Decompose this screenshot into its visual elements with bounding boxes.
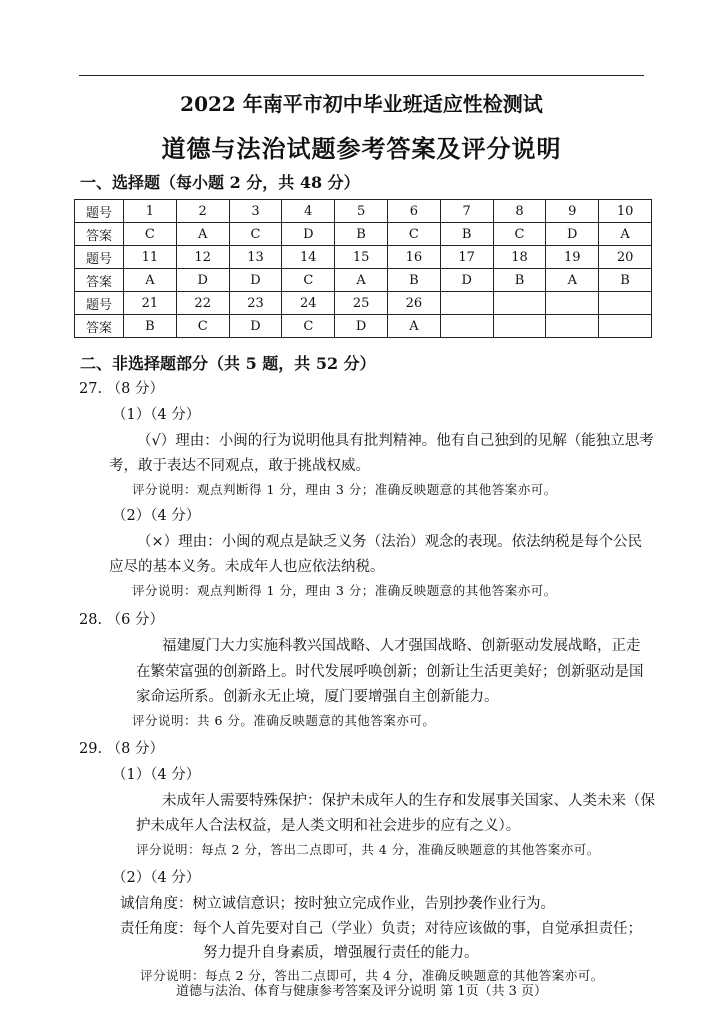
answer-table <box>74 199 652 338</box>
q27-part2-line2: 应尽的基本义务。未成年人也应依法纳税。 <box>109 559 385 575</box>
answer-cell <box>440 315 493 338</box>
question-number-cell <box>440 292 493 315</box>
answer-cell: B <box>335 223 388 246</box>
section2-heading: 二、非选择题部分（共 5 题，共 52 分） <box>80 354 376 373</box>
question-number-cell: 7 <box>440 200 493 223</box>
question-row <box>75 246 652 269</box>
q29-part1-label: （1）（4 分） <box>112 767 201 783</box>
answer-row-label: 答案 <box>75 269 124 292</box>
section1-heading: 一、选择题（每小题 2 分，共 48 分） <box>80 173 360 192</box>
q27-part1-label: （1）（4 分） <box>112 407 201 423</box>
answer-cell: A <box>387 315 440 338</box>
answer-row-label: 答案 <box>75 223 124 246</box>
answer-cell <box>493 315 546 338</box>
q27-part2-label: （2）（4 分） <box>112 508 201 524</box>
question-number-cell: 20 <box>599 246 652 269</box>
q28-line3: 家命运所系。创新永无止境，厦门要增强自主创新能力。 <box>136 689 499 705</box>
answer-cell: A <box>176 223 229 246</box>
q28-note: 评分说明：共 6 分。准确反映题意的其他答案亦可。 <box>132 713 436 728</box>
question-number-cell: 6 <box>387 200 440 223</box>
question-number-cell: 8 <box>493 200 546 223</box>
q29-part2-label: （2）（4 分） <box>112 870 201 886</box>
question-number-cell <box>493 292 546 315</box>
answer-cell: D <box>335 315 388 338</box>
question-number-cell: 1 <box>124 200 177 223</box>
q29-part2-line1: 诚信角度：树立诚信意识；按时独立完成作业，告别抄袭作业行为。 <box>120 896 555 912</box>
answer-cell: B <box>599 269 652 292</box>
answer-cell: C <box>176 315 229 338</box>
question-number-cell: 3 <box>229 200 282 223</box>
question-number-cell: 10 <box>599 200 652 223</box>
answer-row <box>75 223 652 246</box>
question-number-cell: 12 <box>176 246 229 269</box>
question-row-label: 题号 <box>75 292 124 315</box>
question-number-cell: 24 <box>282 292 335 315</box>
answer-cell: D <box>282 223 335 246</box>
answer-cell: C <box>229 223 282 246</box>
document-title: 道德与法治试题参考答案及评分说明 <box>161 134 562 163</box>
answer-cell: D <box>546 223 599 246</box>
answer-cell: B <box>493 269 546 292</box>
answer-cell: C <box>282 315 335 338</box>
question-number-cell <box>546 292 599 315</box>
question-number-cell: 14 <box>282 246 335 269</box>
answer-cell: C <box>124 223 177 246</box>
question-number-cell: 9 <box>546 200 599 223</box>
question-number-cell: 25 <box>335 292 388 315</box>
answer-cell: C <box>282 269 335 292</box>
q29-part2-note: 评分说明：每点 2 分，答出二点即可，共 4 分，准确反映题意的其他答案亦可。 <box>140 968 604 983</box>
answer-cell: A <box>546 269 599 292</box>
question-row-label: 题号 <box>75 246 124 269</box>
question-number-cell: 17 <box>440 246 493 269</box>
q28-line1: 福建厦门大力实施科教兴国战略、人才强国战略、创新驱动发展战略，正走 <box>162 638 641 654</box>
q27-part1-line1: （√）理由：小闽的行为说明他具有批判精神。他有自己独到的见解（能独立思考 <box>137 433 654 449</box>
question-number-cell: 2 <box>176 200 229 223</box>
answer-cell <box>599 315 652 338</box>
answer-cell: B <box>387 269 440 292</box>
q27-part2-line1: （×）理由：小闽的观点是缺乏义务（法治）观念的表现。依法纳税是每个公民 <box>137 534 643 550</box>
q29-part1-line1: 未成年人需要特殊保护：保护未成年人的生存和发展事关国家、人类未来（保 <box>162 793 655 809</box>
question-number-cell: 16 <box>387 246 440 269</box>
question-number-cell: 21 <box>124 292 177 315</box>
q29-part2-line3: 努力提升自身素质，增强履行责任的能力。 <box>203 945 479 961</box>
question-number-cell: 26 <box>387 292 440 315</box>
q29-number: 29. （8 分） <box>79 741 165 757</box>
answer-cell: C <box>387 223 440 246</box>
question-number-cell: 4 <box>282 200 335 223</box>
question-number-cell: 19 <box>546 246 599 269</box>
question-number-cell: 18 <box>493 246 546 269</box>
q29-part1-note: 评分说明：每点 2 分，答出二点即可，共 4 分，准确反映题意的其他答案亦可。 <box>136 842 600 857</box>
answer-cell: D <box>229 269 282 292</box>
q27-part1-note: 评分说明：观点判断得 1 分，理由 3 分；准确反映题意的其他答案亦可。 <box>132 482 557 497</box>
answer-cell <box>546 315 599 338</box>
page-footer: 道德与法治、体育与健康参考答案及评分说明 第 1页（共 3 页） <box>175 984 548 999</box>
q29-part1-line2: 护未成年人合法权益，是人类文明和社会进步的应有之义）。 <box>136 818 521 834</box>
answer-cell: A <box>335 269 388 292</box>
question-number-cell: 22 <box>176 292 229 315</box>
q27-part2-note: 评分说明：观点判断得 1 分，理由 3 分；准确反映题意的其他答案亦可。 <box>132 583 557 598</box>
answer-cell: D <box>176 269 229 292</box>
answer-cell: A <box>599 223 652 246</box>
question-row-label: 题号 <box>75 200 124 223</box>
answer-row <box>75 269 652 292</box>
answer-cell: C <box>493 223 546 246</box>
answer-cell: B <box>124 315 177 338</box>
question-number-cell <box>599 292 652 315</box>
answer-row <box>75 315 652 338</box>
top-rule <box>79 75 644 76</box>
q29-part2-line2: 责任角度：每个人首先要对自己（学业）负责；对待应该做的事，自觉承担责任； <box>120 921 642 937</box>
answer-cell: D <box>229 315 282 338</box>
q27-part1-line2: 考，敢于表达不同观点，敢于挑战权威。 <box>109 458 370 474</box>
question-number-cell: 15 <box>335 246 388 269</box>
answer-cell: A <box>124 269 177 292</box>
answer-row-label: 答案 <box>75 315 124 338</box>
question-number-cell: 23 <box>229 292 282 315</box>
q27-number: 27. （8 分） <box>79 381 165 397</box>
q28-line2: 在繁荣富强的创新路上。时代发展呼唤创新；创新让生活更美好；创新驱动是国 <box>136 664 644 680</box>
question-row <box>75 200 652 223</box>
question-row <box>75 292 652 315</box>
question-number-cell: 5 <box>335 200 388 223</box>
answer-cell: D <box>440 269 493 292</box>
answer-cell: B <box>440 223 493 246</box>
exam-title: 2022 年南平市初中毕业班适应性检测试 <box>180 92 543 116</box>
q28-number: 28. （6 分） <box>79 612 165 628</box>
question-number-cell: 11 <box>124 246 177 269</box>
question-number-cell: 13 <box>229 246 282 269</box>
